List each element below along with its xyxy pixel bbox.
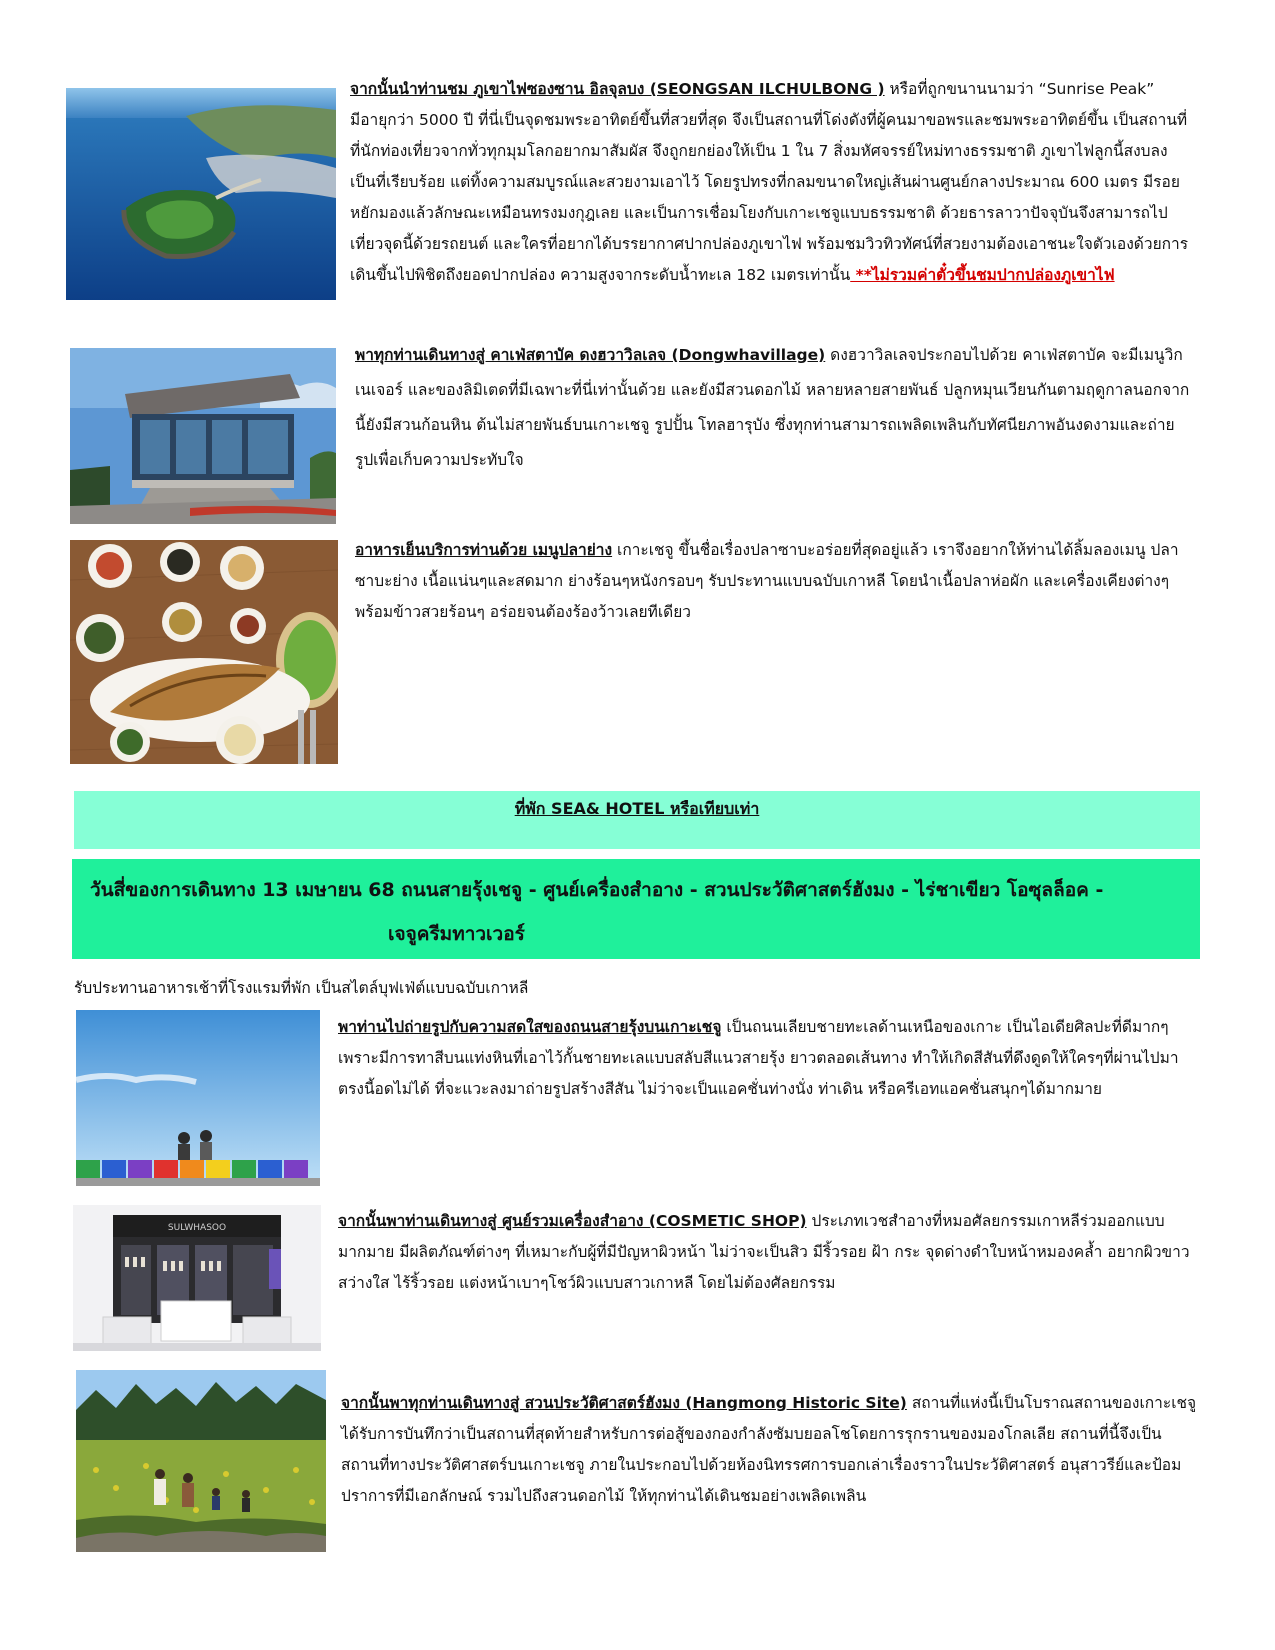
item-seongsan-note: **ไม่รวมค่าตั๋วขึ้นชมปากปล่องภูเขาไฟ xyxy=(850,266,1115,284)
item-hangmong-body: สถานที่แห่งนี้เป็นโบราณสถานของเกาะเชจู ได้รับการบันทึกว่าเป็นสถานที่สุดท้ายสำหรับการต่อสู้ของกองกำลังซัมบยอลโชโดยการรุกรานของมองโกลเลีย สถานที่นี้จึงเป็นสถานที่ทางประวัติศาสตร์บนเกาะเชจู ภายในประกอบไปด้วยห้องนิทรรศการบอกเล่าเรื่องราวในประวัติศาสตร์ อนุสาวรีย์และป้อมปราการที่มีเอกลักษณ์ รวมไปถึงสวนดอกไม้ ให้ทุกท่านได้เดินชมอย่างเพลิดเพลิน xyxy=(341,1394,1197,1505)
item-rainbow-heading: พาท่านไปถ่ายรูปกับความสดใสของถนนสายรุ้งบนเกาะเชจู xyxy=(338,1018,722,1036)
hotel-banner xyxy=(74,791,1200,849)
photo-starbucks-dongwha xyxy=(70,348,336,524)
item-starbucks-heading: พาทุกท่านเดินทางสู่ คาเฟ่สตาบัค ดงฮวาวิลเลจ (Dongwhavillage) xyxy=(355,346,826,364)
cosmetic-shop-sign: SULWHASOO xyxy=(167,1223,227,1233)
item-hangmong-heading: จากนั้นพาทุกท่านเดินทางสู่ สวนประวัติศาสตร์ฮังมง (Hangmong Historic Site) xyxy=(341,1394,907,1412)
item-seongsan-body: หรือที่ถูกขนานนามว่า “Sunrise Peak” มีอายุกว่า 5000 ปี ที่นี่เป็นจุดชมพระอาทิตย์ขึ้นที่สวยที่สุด จึงเป็นสถานที่โด่งดังที่ผู้คนมาขอพรและชมพระอาทิตย์ขึ้น เป็นสถานที่ที่นักท่องเที่ยวจากทั่วทุกมุมโลกอยากมาสัมผัส จึงถูกยกย่องให้เป็น 1 ใน 7 สิ่งมหัศจรรย์ใหม่ทางธรรมชาติ ภูเขาไฟลูกนี้สงบลงเป็นที่เรียบร้อย แต่ทิ้งความสมบูรณ์และสวยงามเอาไว้ โดยรูปทรงที่กลมขนาดใหญ่เส้นผ่านศูนย์กลางประมาณ 600 เมตร มีรอยหยักมองแล้วลักษณะเหมือนทรงมงกุฎเลย และเป็นการเชื่อมโยงกับเกาะเชจูแบบธรรมชาติ ด้วยธารลาวาปัจจุบันจึงสามารถไปเที่ยวจุดนี้ด้วยรถยนต์ และใครที่อยากได้บรรยากาศปากปล่องภูเขาไฟ พร้อมชมวิวทิวทัศน์ที่สวยงามต้องเอาชนะใจตัวเองด้วยการเดินขึ้นไปพิชิตถึงยอดปากปล่อง ความสูงจากระดับน้ำทะเล 182 เมตรเท่านั้น xyxy=(350,80,1189,284)
item-cosmetic-heading: จากนั้นพาท่านเดินทางสู่ ศูนย์รวมเครื่องสำอาง (COSMETIC SHOP) xyxy=(338,1212,807,1230)
item-mackerel-body: เกาะเชจู ขึ้นชื่อเรื่องปลาซาบะอร่อยที่สุดอยู่แล้ว เราจึงอยากให้ท่านได้ลิ้มลองเมนู ปลาซาบะย่าง เนื้อแน่นๆและสดมาก ย่างร้อนๆหนังกรอบๆ รับประทานแบบฉบับเกาหลี โดยนำเนื้อปลาห่อผัก และเครื่องเคียงต่างๆ พร้อมข้าวสวยร้อนๆ อร่อยจนต้องร้องว้าวเลยทีเดียว xyxy=(355,541,1179,621)
item-starbucks-text xyxy=(355,338,1190,478)
photo-grilled-mackerel xyxy=(70,540,338,764)
item-cosmetic-text xyxy=(338,1206,1198,1299)
photo-cosmetic-shop xyxy=(73,1205,321,1351)
item-rainbow-body: เป็นถนนเลียบชายทะเลด้านเหนือของเกาะ เป็นไอเดียศิลปะที่ดีมากๆ เพราะมีการทาสีบนแท่งหินที่เอาไว้กั้นชายทะเลแบบสลับสีแนวสายรุ้ง ยาวตลอดเส้นทาง ทำให้เกิดสีสันที่ดึงดูดให้ใครๆที่ผ่านไปมาตรงนี้อดไม่ได้ ที่จะแวะลงมาถ่ายรูปสร้างสีสัน ไม่ว่าจะเป็นแอคชั่นท่างนั่ง ท่าเดิน หรือครีเอทแอคชั่นสนุกๆได้มากมาย xyxy=(338,1018,1179,1098)
photo-rainbow-road xyxy=(76,1010,320,1186)
day-four-title-line1: วันสี่ของการเดินทาง 13 เมษายน 68 ถนนสายรุ้งเชจู - ศูนย์เครื่องสำอาง - สวนประวัติศาสตร์ฮังมง - ไร่ชาเขียว โอซุลล็อค - xyxy=(90,879,1104,901)
photo-seongsan-ilchulbong xyxy=(66,88,336,300)
item-seongsan-text xyxy=(350,74,1190,291)
hotel-label: ที่พัก SEA& HOTEL หรือเทียบเท่า xyxy=(514,799,760,818)
item-cosmetic-body: ประเภทเวชสำอางที่หมอศัลยกรรมเกาหลีร่วมออกแบบมากมาย มีผลิตภัณฑ์ต่างๆ ที่เหมาะกับผู้ที่มีปัญหาผิวหน้า ไม่ว่าจะเป็นสิว มีริ้วรอย ฝ้า กระ จุดด่างดำใบหน้าหมองคล้ำ อยากผิวขาวสว่างใส ไร้ริ้วรอย แต่งหน้าเบาๆโชว์ผิวแบบสาวเกาหลี โดยไม่ต้องศัลยกรรม xyxy=(338,1212,1190,1292)
breakfast-note: รับประทานอาหารเช้าที่โรงแรมที่พัก เป็นสไตล์บุฟเฟ่ต์แบบฉบับเกาหลี xyxy=(74,979,529,997)
photo-hangmong-historic-site xyxy=(76,1370,326,1552)
item-mackerel-heading: อาหารเย็นบริการท่านด้วย เมนูปลาย่าง xyxy=(355,541,613,559)
day-four-banner xyxy=(72,859,1200,959)
day-four-title-line2: เจจูครีมทาวเวอร์ xyxy=(388,923,525,945)
item-mackerel-text xyxy=(355,535,1190,628)
item-starbucks-body: ดงฮวาวิลเลจประกอบไปด้วย คาเฟ่สตาบัค จะมีเมนูวิกเนเจอร์ และของลิมิเตดที่มีเฉพาะที่นี่เท่านั้นด้วย และยังมีสวนดอกไม้ หลายหลายสายพันธ์ ปลูกหมุนเวียนกันตามฤดูกาลนอกจากนี้ยังมีสวนก้อนหิน ต้นไม่สายพันธ์บนเกาะเชจู รูปปั้น โทลฮารุบัง ซึ่งทุกท่านสามารถเพลิดเพลินกับทัศนียภาพอันงดงามและถ่ายรูปเพื่อเก็บความประทับใจ xyxy=(355,346,1190,469)
item-hangmong-text xyxy=(341,1388,1199,1512)
item-rainbow-text xyxy=(338,1012,1198,1105)
item-seongsan-heading: จากนั้นนำท่านชม ภูเขาไฟซองซาน อิลจุลบง (SEONGSAN ILCHULBONG ) xyxy=(350,80,885,98)
